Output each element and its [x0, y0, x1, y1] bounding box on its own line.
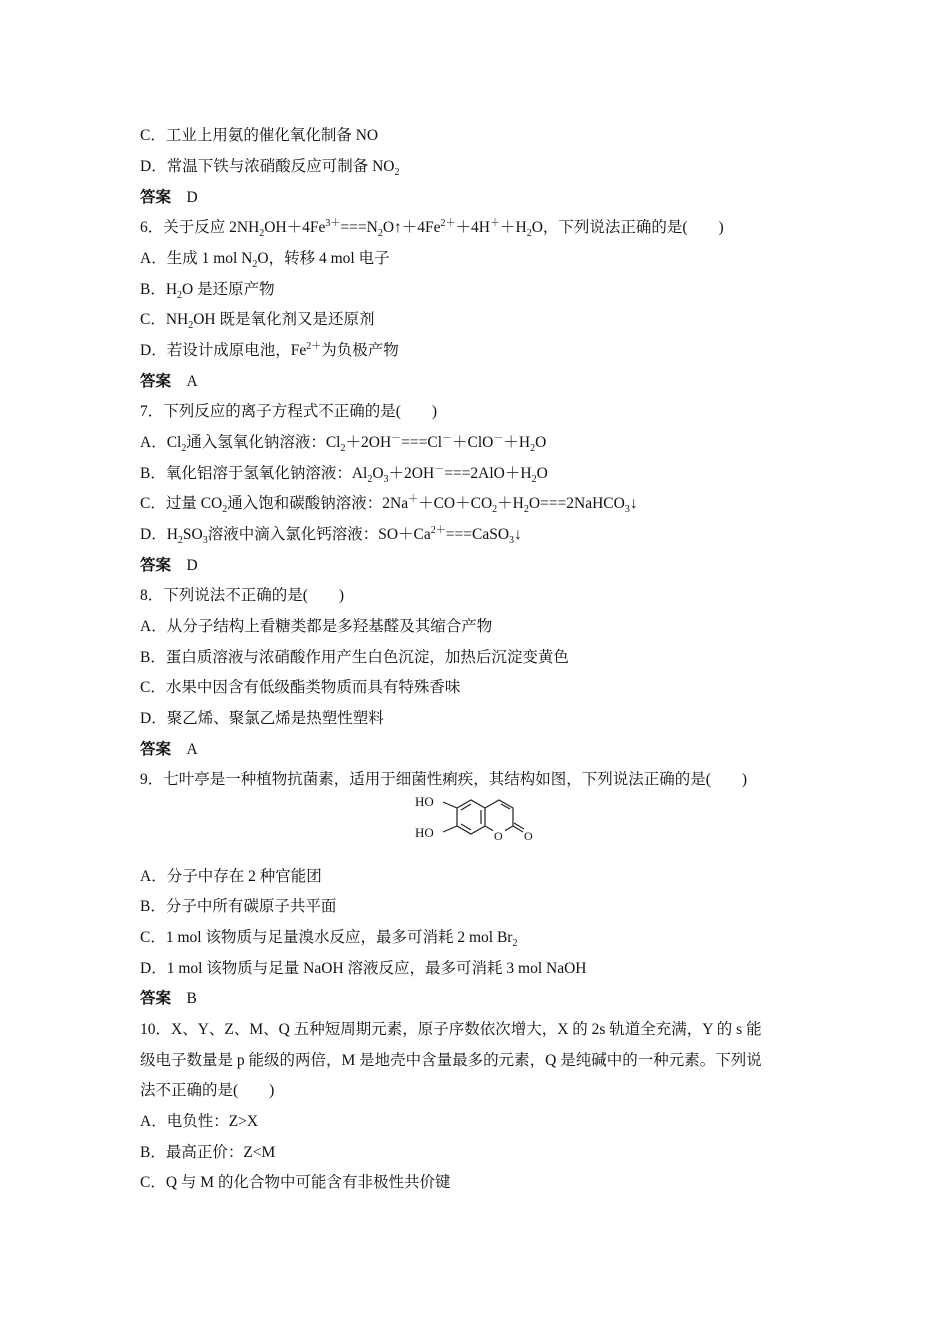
q9-option-a: A．分子中存在 2 种官能团 [140, 868, 322, 885]
q7-answer: 答案 D [140, 557, 198, 574]
q5-answer: 答案 D [140, 189, 198, 206]
q5-option-c: C．工业上用氨的催化氧化制备 NO [140, 127, 379, 144]
q9-option-d: D．1 mol 该物质与足量 NaOH 溶液反应，最多可消耗 3 mol NaOH [140, 960, 587, 977]
q10-option-a: A．电负性：Z>X [140, 1113, 259, 1130]
q9-answer: 答案 B [140, 990, 197, 1007]
q7-option-c: C．过量 $CO_2$通入饱和碳酸钠溶液：$2Na^++CO+CO_2+H_2O===2NaHCO_3↓$ [140, 493, 638, 516]
q7-option-d: D．$H_2SO_3$溶液中滴入氯化钙溶液：$SO+Ca^{2+}===CaSO_3↓$ [140, 524, 522, 547]
q8-option-d: D．聚乙烯、聚氯乙烯是热塑性塑料 [140, 710, 384, 727]
q6-option-b: B．$H_2O$ 是还原产物 [140, 281, 275, 302]
q9-stem: 9．七叶亭是一种植物抗菌素，适用于细菌性痢疾，其结构如图，下列说法正确的是( ) [140, 771, 748, 788]
q6-answer: 答案 A [140, 373, 198, 390]
q6-stem: 6．关于反应 $2NH_2OH+4Fe^{3+}===N_2O↑+4Fe^{2+}+4H^++H_2O$，下列说法正确的是( ) [140, 217, 724, 240]
q8-answer: 答案 A [140, 741, 198, 758]
q10-stem-line-3: 法不正确的是( ) [140, 1082, 275, 1099]
q5-option-d: D．常温下铁与浓硝酸反应可制备 $NO_2$ [140, 158, 400, 179]
q10-stem-line-1: 10．X、Y、Z、M、Q 五种短周期元素，原子序数依次增大，X 的 2s 轨道全充满，Y 的 s 能 [140, 1021, 762, 1038]
q8-stem: 8．下列说法不正确的是( ) [140, 587, 345, 604]
q8-option-b: B．蛋白质溶液与浓硝酸作用产生白色沉淀，加热后沉淀变黄色 [140, 649, 569, 666]
q7-option-a: A．$Cl_2$通入氢氧化钠溶液：$Cl_2+2OH^-===Cl^-+ClO^-+H_2O$ [140, 432, 547, 455]
q8-option-a: A．从分子结构上看糖类都是多羟基醛及其缩合产物 [140, 618, 493, 635]
esculetin-structure-diagram [405, 790, 555, 860]
q7-stem: 7．下列反应的离子方程式不正确的是( ) [140, 403, 438, 420]
q10-option-b: B．最高正价：Z<M [140, 1144, 276, 1161]
q10-stem-line-2: 级电子数量是 p 能级的两倍，M 是地壳中含量最多的元素，Q 是纯碱中的一种元素。下列说 [140, 1052, 762, 1069]
q7-option-b: B．氧化铝溶于氢氧化钠溶液：$Al_2O_3+2OH^-===2AlO+H_2O$ [140, 463, 548, 486]
q10-option-c: C．Q 与 M 的化合物中可能含有非极性共价键 [140, 1174, 451, 1191]
q6-option-a: A．生成 1 mol $N_2O$，转移 4 mol 电子 [140, 250, 390, 271]
ho-bottom-label: HO [415, 825, 434, 840]
ring-oxygen-label: O [494, 829, 503, 843]
q6-option-c: C．$NH_2OH$ 既是氧化剂又是还原剂 [140, 311, 375, 332]
q9-option-b: B．分子中所有碳原子共平面 [140, 898, 337, 915]
q8-option-c: C．水果中因含有低级酯类物质而具有特殊香味 [140, 679, 461, 696]
q9-option-c: C．1 mol 该物质与足量溴水反应，最多可消耗 2 mol $Br_2$ [140, 929, 518, 950]
carbonyl-oxygen-label: O [524, 829, 533, 843]
ho-top-label: HO [415, 794, 434, 809]
q6-option-d: D．若设计成原电池，$Fe^{2+}$为负极产物 [140, 340, 399, 359]
